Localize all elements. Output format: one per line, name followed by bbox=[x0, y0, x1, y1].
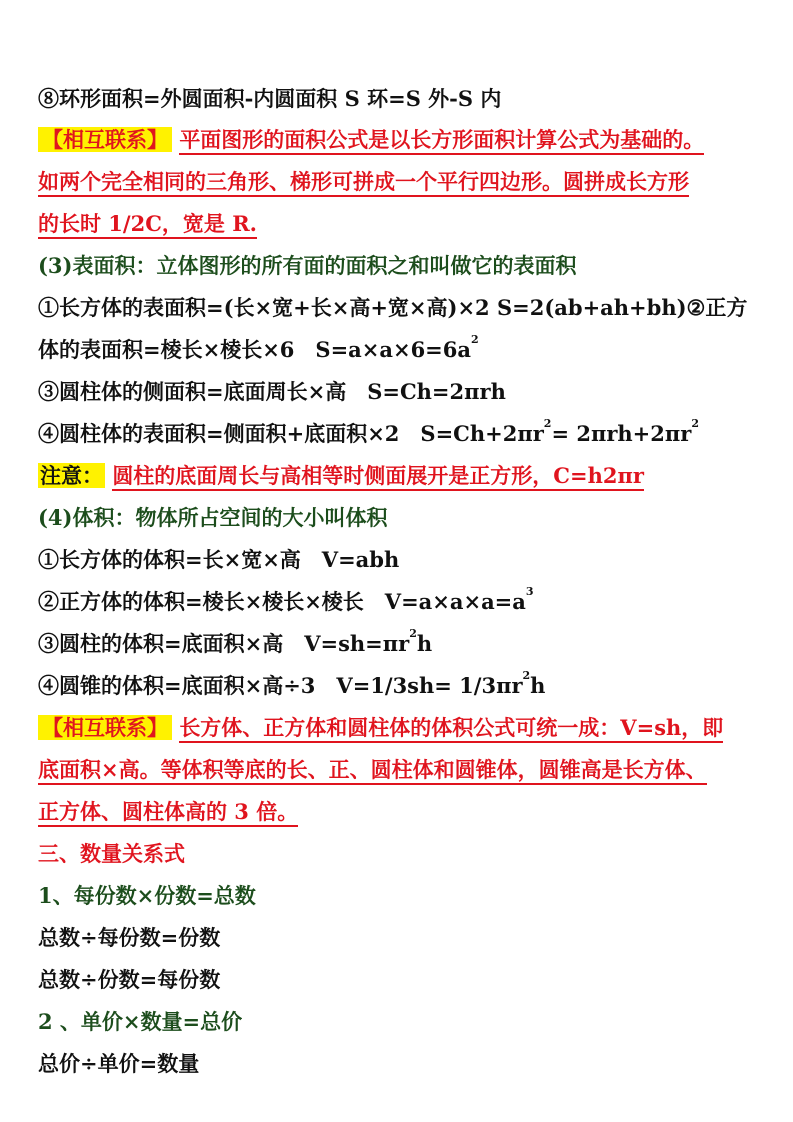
cylinder-surface-text-a: ④圆柱体的表面积=侧面积+底面积×2 S=Ch+2πr bbox=[38, 421, 544, 446]
line-per-part bbox=[38, 961, 768, 999]
superscript: 2 bbox=[691, 417, 699, 430]
relation-text-2: 如两个完全相同的三角形、梯形可拼成一个平行四边形。圆拼成长方形 bbox=[38, 169, 689, 197]
relation-text: 平面图形的面积公式是以长方形面积计算公式为基础的。 bbox=[179, 127, 704, 155]
line-cuboid-volume bbox=[38, 541, 768, 579]
relation-tag: 【相互联系】 bbox=[38, 715, 172, 740]
cylinder-lateral-text: ③圆柱体的侧面积=底面周长×高 S=Ch=2πrh bbox=[38, 379, 506, 404]
superscript: 2 bbox=[543, 417, 552, 430]
cone-volume-text-a: ④圆锥的体积=底面积×高÷3 V=1/3sh= 1/3πr bbox=[38, 673, 523, 698]
superscript: 2 bbox=[522, 669, 531, 682]
cube-volume-text: ②正方体的体积=棱长×棱长×棱长 V=a×a×a=a bbox=[38, 589, 526, 614]
section-surface-area bbox=[38, 247, 768, 285]
line-cone-volume bbox=[38, 667, 768, 705]
section-volume bbox=[38, 499, 768, 537]
superscript: 2 bbox=[471, 333, 479, 346]
per-part-formula: 总数÷份数=每份数 bbox=[38, 967, 221, 992]
cylinder-surface-text-b: = 2πrh+2πr bbox=[551, 421, 692, 446]
line-parts bbox=[38, 919, 768, 957]
note-tag: 注意： bbox=[40, 463, 103, 488]
line-ring-area bbox=[38, 80, 768, 118]
relation-volume-text-3: 正方体、圆柱体高的 3 倍。 bbox=[38, 799, 298, 827]
line-relation-volume-3 bbox=[38, 793, 768, 831]
quantity-relations-heading: 三、数量关系式 bbox=[38, 841, 185, 866]
volume-heading: (4)体积：物体所占空间的大小叫体积 bbox=[38, 505, 388, 530]
superscript: 2 bbox=[409, 627, 417, 640]
cylinder-volume-text-b: h bbox=[416, 631, 433, 656]
price-total-formula: 2 、单价×数量=总价 bbox=[38, 1009, 243, 1034]
relation-text-3: 的长时 1/2C，宽是 R. bbox=[38, 211, 257, 239]
cuboid-volume-text: ①长方体的体积=长×宽×高 V=abh bbox=[38, 547, 400, 572]
parts-formula: 总数÷每份数=份数 bbox=[38, 925, 221, 950]
line-relation-1 bbox=[38, 121, 768, 159]
section-quantity-relations bbox=[38, 835, 768, 873]
line-cylinder-volume bbox=[38, 625, 768, 663]
line-price-total bbox=[38, 1003, 768, 1041]
line-cube-volume bbox=[38, 583, 768, 621]
line-cylinder-surface bbox=[38, 415, 768, 453]
relation-volume-text: 长方体、正方体和圆柱体的体积公式可统一成：V=sh，即 bbox=[179, 715, 723, 743]
line-quantity bbox=[38, 1045, 768, 1083]
line-relation-volume-1 bbox=[38, 709, 768, 747]
line-relation-total bbox=[38, 877, 768, 915]
line-note bbox=[38, 457, 768, 495]
cube-surface-text: 体的表面积=棱长×棱长×6 S=a×a×6=6a bbox=[38, 337, 471, 362]
relation-volume-text-2: 底面积×高。等体积等底的长、正、圆柱体和圆锥体，圆锥高是长方体、 bbox=[38, 757, 707, 785]
superscript: 3 bbox=[525, 585, 534, 598]
total-formula: 1、每份数×份数=总数 bbox=[38, 883, 256, 908]
quantity-formula: 总价÷单价=数量 bbox=[38, 1051, 200, 1076]
line-relation-2 bbox=[38, 163, 768, 201]
surface-area-heading: (3)表面积：立体图形的所有面的面积之和叫做它的表面积 bbox=[38, 253, 577, 278]
line-cylinder-lateral bbox=[38, 373, 768, 411]
relation-tag: 【相互联系】 bbox=[38, 127, 172, 152]
cylinder-volume-text-a: ③圆柱的体积=底面积×高 V=sh=πr bbox=[38, 631, 410, 656]
ring-area-text: ⑧环形面积=外圆面积-内圆面积 S 环=S 外-S 内 bbox=[38, 86, 502, 111]
cone-volume-text-b: h bbox=[530, 673, 546, 698]
line-cube-surface bbox=[38, 331, 768, 369]
note-text: 圆柱的底面周长与高相等时侧面展开是正方形，C=h2πr bbox=[112, 463, 644, 491]
line-cuboid-surface bbox=[38, 289, 768, 327]
cuboid-surface-text: ①长方体的表面积=(长×宽+长×高+宽×高)×2 S=2(ab+ah+bh)②正方 bbox=[38, 295, 748, 320]
line-relation-3 bbox=[38, 205, 768, 243]
line-relation-volume-2 bbox=[38, 751, 768, 789]
